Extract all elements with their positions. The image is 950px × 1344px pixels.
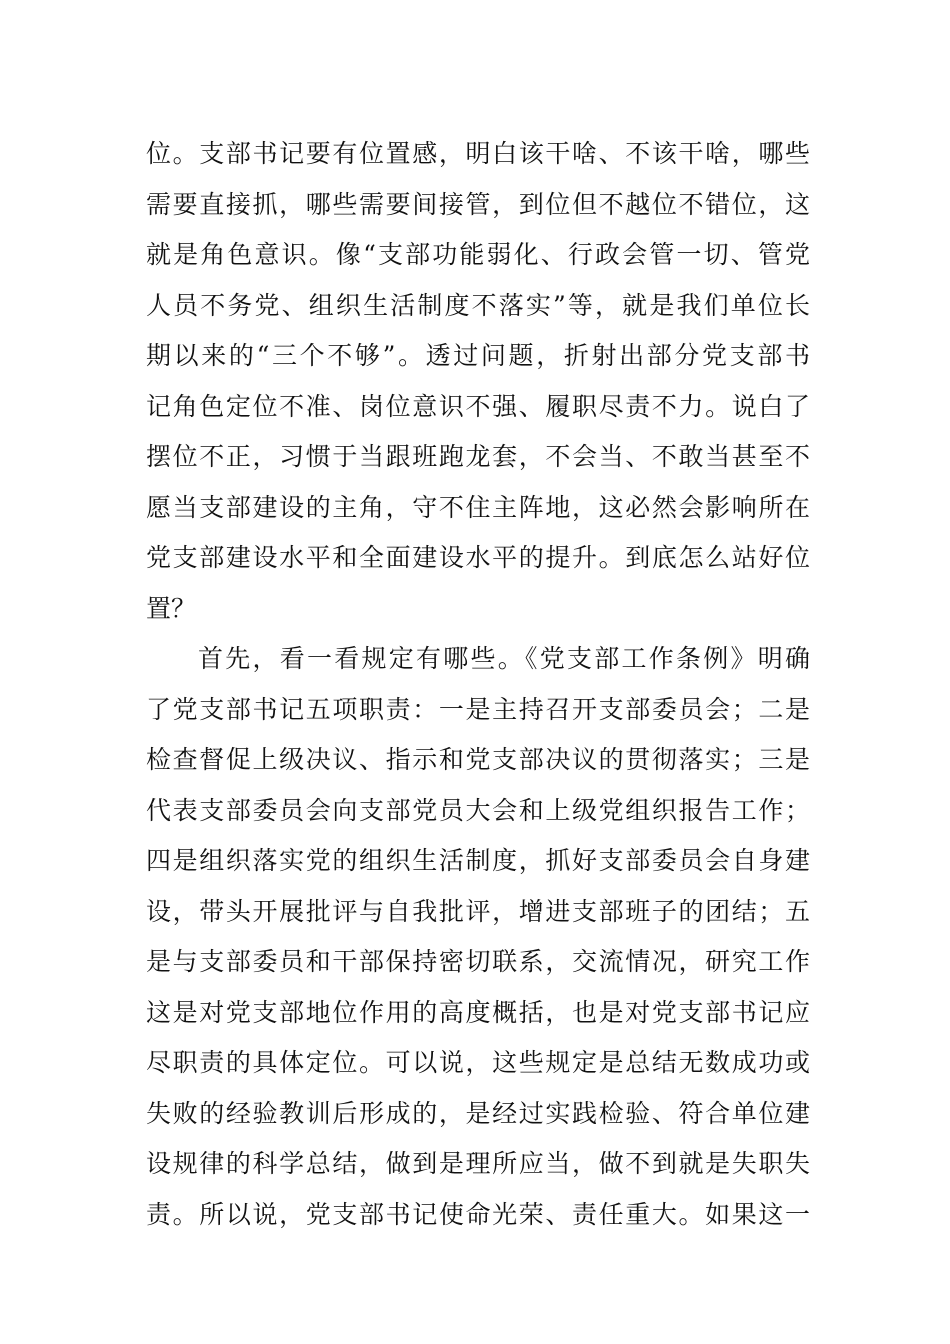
text-line: 设规律的科学总结，做到是理所应当，做不到就是失职失 [146,1149,810,1178]
text-line: 尽职责的具体定位。可以说，这些规定是总结无数成功或 [146,1048,810,1077]
text-line: 了党支部书记五项职责：一是主持召开支部委员会；二是 [146,694,810,724]
text-line: 是与支部委员和干部保持密切联系，交流情况，研究工作 [146,947,810,976]
text-line: 位。支部书记要有位置感，明白该干啥、不该干啥，哪些 [146,139,810,168]
text-line: 这是对党支部地位作用的高度概括，也是对党支部书记应 [146,997,810,1027]
text-line: 期以来的“三个不够”。透过问题，折射出部分党支部书 [146,341,810,370]
text-line: 记角色定位不准、岗位意识不强、履职尽责不力。说白了 [146,391,810,421]
text-line: 四是组织落实党的组织生活制度，抓好支部委员会自身建 [146,846,810,875]
text-line: 党支部建设水平和全面建设水平的提升。到底怎么站好位 [146,543,810,572]
text-line: 代表支部委员会向支部党员大会和上级党组织报告工作； [146,795,810,825]
body-text [146,129,810,1240]
text-line: 愿当支部建设的主角，守不住主阵地，这必然会影响所在 [146,492,810,522]
text-line: 设，带头开展批评与自我批评，增进支部班子的团结；五 [146,896,810,926]
text-line: 责。所以说，党支部书记使命光荣、责任重大。如果这一 [146,1199,810,1229]
text-line: 人员不务党、组织生活制度不落实”等，就是我们单位长 [146,290,810,320]
text-line: 检查督促上级决议、指示和党支部决议的贯彻落实；三是 [146,745,810,774]
paragraph-start-line: 首先，看一看规定有哪些。《党支部工作条例》明确 [198,644,810,673]
text-line: 需要直接抓，哪些需要间接管，到位但不越位不错位，这 [146,189,810,219]
text-line: 置？ [146,593,197,623]
text-line: 摆位不正，习惯于当跟班跑龙套，不会当、不敢当甚至不 [146,442,810,471]
text-line: 失败的经验教训后形成的，是经过实践检验、符合单位建 [146,1098,810,1128]
text-line: 就是角色意识。像“支部功能弱化、行政会管一切、管党 [146,240,810,269]
